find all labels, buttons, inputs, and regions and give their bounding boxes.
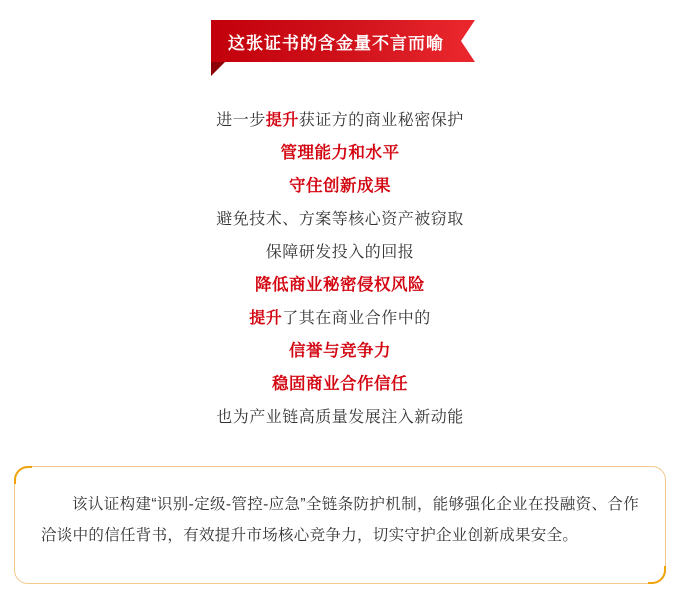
content-line-4: 避免技术、方案等核心资产被窃取 — [216, 211, 464, 228]
content-line-6: 降低商业秘密侵权风险 — [255, 276, 425, 294]
content-lines — [0, 104, 680, 434]
content-line-7 — [0, 302, 680, 335]
ribbon-fold-left-icon — [211, 62, 225, 76]
banner — [211, 20, 461, 62]
content-line-2: 管理能力和水平 — [280, 144, 400, 162]
line-7-suffix: 了其在商业合作中的 — [282, 310, 431, 327]
line-1-highlight: 提升 — [265, 112, 299, 129]
note-box — [14, 466, 666, 584]
note-inner — [15, 467, 665, 551]
corner-bottom-right-icon — [648, 566, 666, 584]
line-1-suffix: 获证方的商业秘密保护 — [298, 112, 464, 129]
line-7-highlight: 提升 — [249, 310, 283, 327]
note-text: 该认证构建“识别-定级-管控-应急”全链条防护机制，能够强化企业在投融资、合作洽谈中的信任背书，有效提升市场核心竞争力，切实守护企业创新成果安全。 — [41, 496, 639, 544]
content-line-1 — [0, 104, 680, 137]
content-line-10: 也为产业链高质量发展注入新动能 — [216, 409, 464, 426]
ribbon-tail-icon — [461, 20, 475, 62]
content-line-3: 守住创新成果 — [289, 177, 391, 195]
content-line-5: 保障研发投入的回报 — [265, 244, 415, 261]
content-line-8: 信誉与竞争力 — [289, 342, 391, 360]
banner-section — [0, 0, 680, 92]
line-1-prefix: 进一步 — [216, 112, 266, 129]
content-line-9: 稳固商业合作信任 — [272, 375, 408, 393]
banner-title: 这张证书的含金量不言而喻 — [228, 33, 444, 53]
